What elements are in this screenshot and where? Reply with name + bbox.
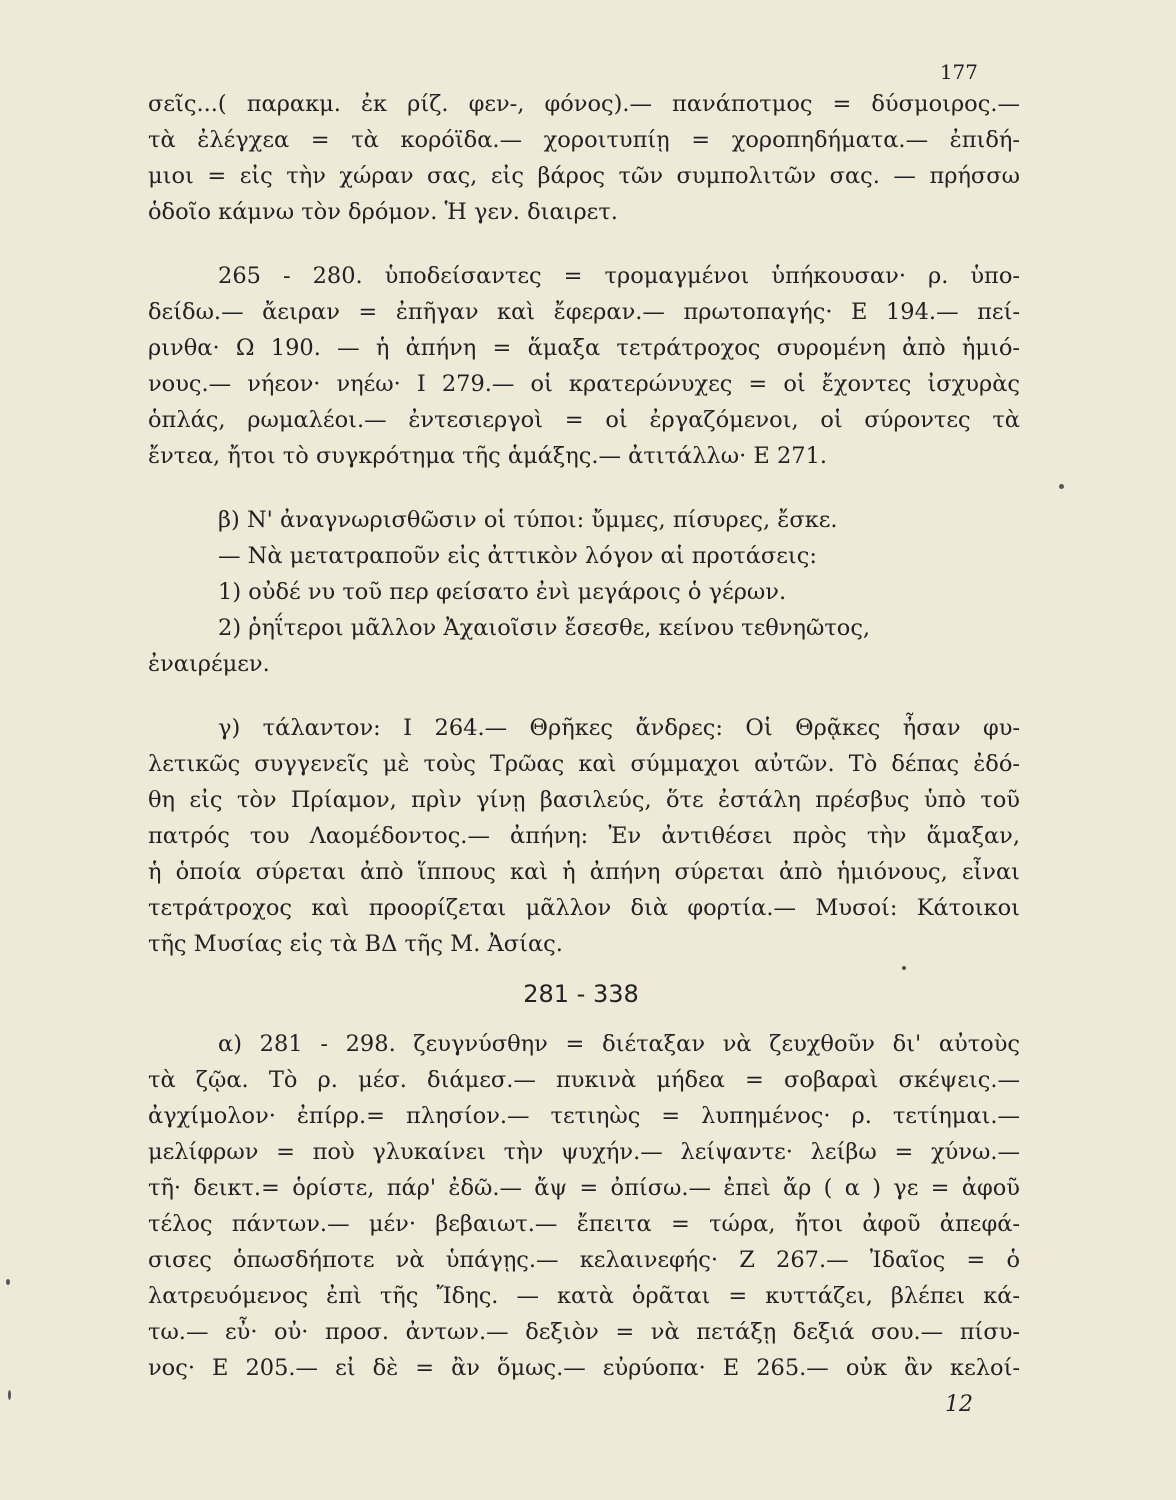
text-line: 1) οὐδέ νυ τοῦ περ φείσατο ἐνὶ μεγάροις ὁ γέρων. [218,579,787,605]
paragraph-alpha-281-298 [148,1026,1020,1386]
text-line: ἡ ὁποία σύρεται ἀπὸ ἵππους καὶ ἡ ἀπήνη σύρεται ἀπὸ ἡμιόνους, εἶναι [148,859,1020,885]
text-line: μιοι = εἰς τὴν χώραν σας, εἰς βάρος τῶν συμπολιτῶν σας. — πρήσσω [148,163,1020,189]
text-line: ὁπλάς, ρωμαλέοι.— ἐντεσιεργοὶ = οἱ ἐργαζόμενοι, οἱ σύροντες τὰ [148,407,1020,433]
text-line: β) Ν' ἀναγνωρισθῶσιν οἱ τύποι: ὔμμες, πίσυρες, ἔσκε. [218,507,838,533]
text-line: λετικῶς συγγενεῖς μὲ τοὺς Τρῶας καὶ σύμμαχοι αὐτῶν. Τὸ δέπας ἐδό- [148,751,1020,777]
ink-speck [902,966,906,970]
text-line: σισες ὁπωσδήποτε νὰ ὑπάγῃς.— κελαινεφής· Ζ 267.— Ἰδαῖος = ὁ [148,1247,1020,1273]
text-line: ρινθα· Ω 190. — ἡ ἀπήνη = ἅμαξα τετράτροχος συρομένη ἀπὸ ἡμιό- [148,335,1020,361]
spacer [148,1014,1020,1026]
paragraph-265-280 [148,258,1020,474]
text-line: μελίφρων = ποὺ γλυκαίνει τὴν ψυχήν.— λείψαντε· λείβω = χύνω.— [148,1139,1020,1165]
text-line: πατρός του Λαομέδοντος.— ἀπήνη: Ἐν ἀντιθέσει πρὸς τὴν ἅμαξαν, [148,823,1020,849]
text-line: τὰ ἐλέγχεα = τὰ κορόϊδα.— χοροιτυπίῃ = χοροπηδήματα.— ἐπιδή- [148,127,1020,153]
text-line: τὰ ζῷα. Τὸ ρ. μέσ. διάμεσ.— πυκινὰ μήδεα = σοβαραὶ σκέψεις.— [148,1067,1020,1093]
paragraph-beta [148,502,1020,682]
paragraph-intro [148,86,1020,230]
text-line: ὁδοῖο κάμνω τὸν δρόμον. Ἡ γεν. διαιρετ. [148,199,618,225]
text-line: — Νὰ μετατραποῦν εἰς ἀττικὸν λόγον αἱ προτάσεις: [218,543,817,569]
text-line: νους.— νήεον· νηέω· Ι 279.— οἱ κρατερώνυχες = οἱ ἔχοντες ἰσχυρὰς [148,371,1020,397]
text-line: 2) ῥηΐτεροι μᾶλλον Ἀχαιοῖσιν ἔσεσθε, κείνου τεθνηῶτος, [218,615,871,641]
spacer [148,962,1020,974]
text-line: ἀγχίμολον· ἐπίρρ.= πλησίον.— τετιηὼς = λυπημένος· ρ. τετίημαι.— [148,1103,1020,1129]
text-line: δείδω.— ἄειραν = ἐπῆγαν καὶ ἔφεραν.— πρωτοπαγής· Ε 194.— πεί- [148,299,1020,325]
text-line: σεῖς...( παρακμ. ἐκ ρίζ. φεν-, φόνος).— πανάποτμος = δύσμοιρος.— [148,91,1020,117]
text-line: τέλος πάντων.— μέν· βεβαιωτ.— ἔπειτα = τώρα, ἤτοι ἀφοῦ ἀπεφά- [148,1211,1020,1237]
ink-speck [1059,484,1064,489]
text-line: γ) τάλαντον: Ι 264.— Θρῆκες ἄνδρες: Οἱ Θρᾷκες ἦσαν φυ- [218,715,1020,741]
section-heading: 281 - 338 [523,980,639,1008]
text-line: τῆς Μυσίας εἰς τὰ ΒΔ τῆς Μ. Ἀσίας. [148,931,563,957]
text-line: τῆ· δεικτ.= ὁρίστε, πάρ' ἐδῶ.— ἄψ = ὀπίσω.— ἐπεὶ ἄρ ( α ) γε = ἀφοῦ [148,1175,1020,1201]
spacer [148,474,1020,502]
text-line: λατρευόμενος ἐπὶ τῆς Ἴδης. — κατὰ ὁρᾶται = κυττάζει, βλέπει κά- [148,1283,1020,1309]
text-line: τω.— εὖ· οὐ· προσ. ἀντων.— δεξιὸν = νὰ πετάξῃ δεξιά σου.— πίσυ- [148,1319,1020,1345]
page-number-top: 177 [939,60,978,84]
spacer [148,682,1020,710]
text-line: νος· Ε 205.— εἰ δὲ = ἂν ὅμως.— εὐρύοπα· Ε 265.— οὐκ ἂν κελοί- [148,1355,1020,1381]
page-number-bottom: 12 [945,1392,973,1417]
text-line: ἔντεα, ἤτοι τὸ συγκρότημα τῆς ἁμάξης.— ἀτιτάλλω· Ε 271. [148,443,828,469]
spacer [148,230,1020,258]
text-line: θη εἰς τὸν Πρίαμον, πρὶν γίνῃ βασιλεύς, ὅτε ἐστάλη πρέσβυς ὑπὸ τοῦ [148,787,1020,813]
text-line: ἐναιρέμεν. [148,651,270,677]
paragraph-gamma [148,710,1020,962]
commentary-text [148,86,1020,1386]
text-line: α) 281 - 298. ζευγνύσθην = διέταξαν νὰ ζευχθοῦν δι' αὐτοὺς [218,1031,1020,1057]
text-line: 265 - 280. ὑποδείσαντες = τρομαγμένοι ὑπήκουσαν· ρ. ὑπο- [218,263,1020,289]
ink-speck [8,1390,11,1400]
text-line: τετράτροχος καὶ προορίζεται μᾶλλον διὰ φορτία.— Μυσοί: Κάτοικοι [148,895,1020,921]
ink-speck [6,1279,10,1285]
